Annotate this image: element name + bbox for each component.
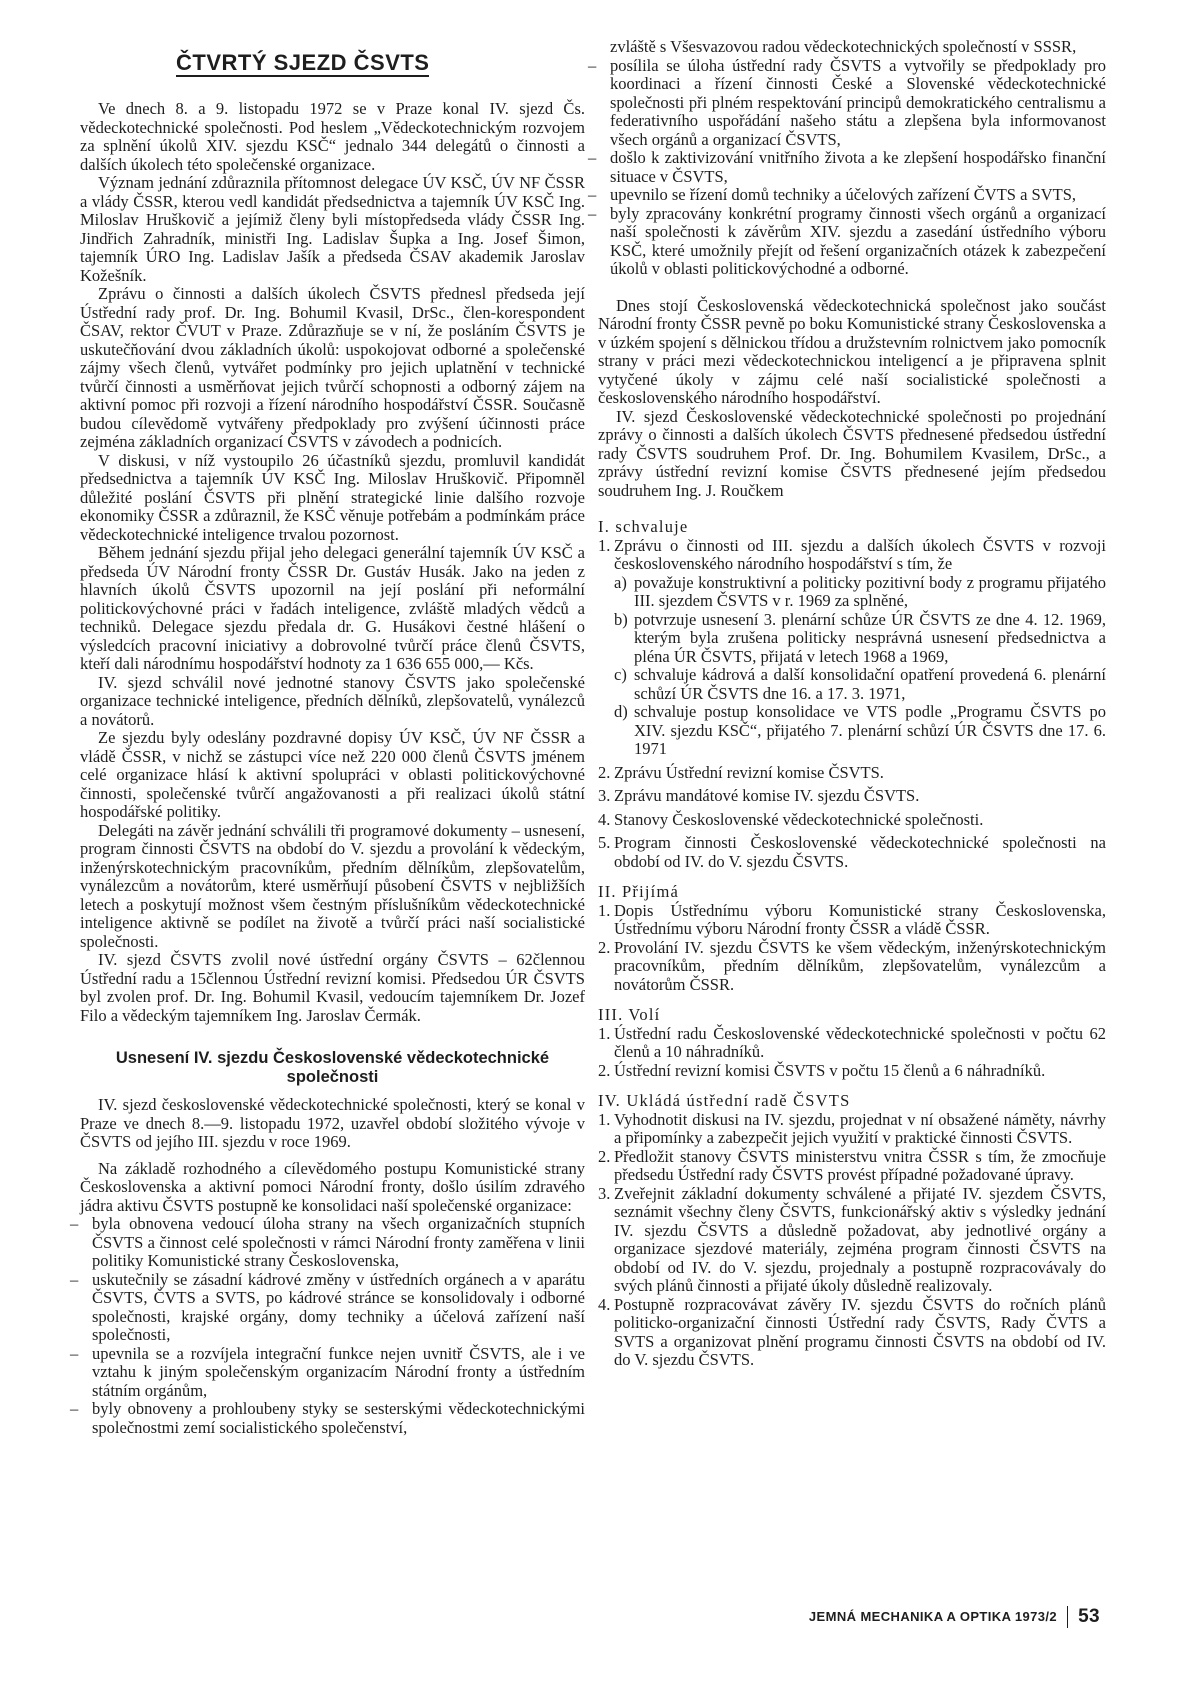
elections-paragraph: IV. sjezd ČSVTS zvolil nové ústřední orgány ČSVTS – 62člennou Ústřední radu a 15člennou Ústřední revizní komisi. Předsedou ÚR ČSVTS byl zvolen prof. Dr. Ing. Bohumil Kvasil, vedoucím tajemníkem Dr. Jozef Filo a vědeckým tajemníkem Ing. Jaroslav Čermák. xyxy=(80,950,585,1025)
item-text: Postupně rozpracovávat závěry IV. sjezdu ČSVTS do ročních plánů politicko-organizační činnosti Ústřední rady ČSVTS, Rady ČVTS a SVTS a organizovat plnění programu činnosti ČSVTS na období od IV. do V. sjezdu ČSVTS. xyxy=(614,1294,1106,1369)
sub-item-text: schvaluje kádrová a další konsolidační opatření provedená 6. plenární schůzí ÚR ČSVTS dne 16. a 17. 3. 1971, xyxy=(634,665,1106,703)
list-item: – posílila se úloha ústřední rady ČSVTS a vytvořily se předpoklady pro koordinaci a řízení činnosti České a Slovenské vědeckotechnické společnosti při plném respektování principů demokratického centralismu a federativního uspořádání našeho státu a zlepšena byla informovanost všech orgánů a organizací ČSVTS, xyxy=(598,57,1106,150)
item-text: Ústřední radu Československé vědeckotechnické společnosti v počtu 62 členů a 10 náhradníků. xyxy=(614,1023,1106,1061)
sub-item-letter: c) xyxy=(614,665,627,684)
list-item: – byla obnovena vedoucí úloha strany na všech organizačních stupních ČSVTS a činnost celé společnosti v rámci Národní fronty zaměřena v linii politiky Komunistické strany Československa, xyxy=(80,1215,585,1271)
item-number: 1. xyxy=(598,900,611,920)
list-item xyxy=(598,1148,1106,1185)
list-item: – upevnilo se řízení domů techniky a účelových zařízení ČVTS a SVTS, xyxy=(598,186,1106,205)
item-text: Vyhodnotit diskusi na IV. sjezdu, projednat v ní obsažené náměty, návrhy a připomínky a zabezpečit jejich využití v praktické činnosti ČSVTS. xyxy=(614,1109,1106,1147)
consolidation-list xyxy=(80,1215,585,1437)
list-item xyxy=(598,537,1106,759)
discussion-paragraph: V diskusi, v níž vystoupilo 26 účastníků sjezdu, promluvil kandidát předsednictva a tajemník ÚV KSČ Ing. Miloslav Hruškovič. Připomněl důležité poslání ČSVTS při plnění strategické linie dalšího rozvoje ekonomiky ČSSR a zdůraznil, že KSČ věnuje potřebám a podmínkám práce vědeckotechnické inteligence trvalou pozornost. xyxy=(80,450,585,544)
sub-item-letter: a) xyxy=(614,572,627,592)
item-number: 2. xyxy=(598,1060,611,1080)
item-text: Zprávu mandátové komise IV. sjezdu ČSVTS. xyxy=(614,786,920,805)
list-item xyxy=(598,939,1106,995)
item-number: 4. xyxy=(598,1294,611,1314)
list-item xyxy=(598,1062,1106,1081)
list-item xyxy=(598,764,1106,783)
intro-paragraph: Ve dnech 8. a 9. listopadu 1972 se v Praze konal IV. sjezd Čs. vědeckotechnické společnosti. Pod heslem „Vědeckotechnickým rozvojem za splnění úkolů XIV. sjezdu KSČ“ jednalo 344 delegátů o činnosti a dalších úkolech této společenské organizace. xyxy=(80,99,585,174)
accepts-list xyxy=(598,902,1106,995)
item-number: 2. xyxy=(598,937,611,957)
delegation-paragraph: Význam jednání zdůraznila přítomnost delegace ÚV KSČ, ÚV NF ČSSR a vlády ČSSR, kterou vedl kandidát předsednictva a tajemník ÚV KSČ Ing. Miloslav Hruškovič a jejímiž členy byli místopředseda vlády ČSSR Ing. Jindřich Zahradník, ministři Ing. Ladislav Šupka a Ing. Josef Šimon, tajemník ÚRO Ing. Ladislav Jašík a předseda ČSAV akademik Jaroslav Kožešník. xyxy=(80,173,585,285)
letters-paragraph: Ze sjezdu byly odeslány pozdravné dopisy ÚV KSČ, ÚV NF ČSSR a vládě ČSSR, v nichž se zástupci více než 220 000 členů ČSVTS jménem celé organizace hlásí k aktivní spolupráci v oblasti politickovýchovné činnosti, společenské tvůrčí angažovanosti a při realizaci úkolů státní hospodářské politiky. xyxy=(80,728,585,821)
item-number: 1. xyxy=(598,535,611,555)
sub-item xyxy=(614,666,1106,703)
item-number: 2. xyxy=(598,762,611,782)
husak-paragraph: Během jednání sjezdu přijal jeho delegaci generální tajemník ÚV KSČ a předseda ÚV Národní fronty ČSSR Dr. Gustáv Husák. Jako na jeden z hlavních úkolů ČSVTS upozornil na její poslání při neformální politickovýchovné práci v řadách inteligence, zvláště mladých vědců a techniků. Delegace sjezdu předala dr. G. Husákovi čestné hlášení o výsledcích pracovní iniciativy a dobrovolné tvůrčí práce členů ČSVTS, kteří dali národnímu hospodářství hodnoty za 1 636 655 000,— Kčs. xyxy=(80,543,585,673)
approves-list xyxy=(598,537,1106,872)
section-heading-elects: III. Volí xyxy=(598,1005,661,1024)
item-number: 1. xyxy=(598,1023,611,1043)
tasks-list xyxy=(598,1111,1106,1370)
list-item: – uskutečnily se zásadní kádrové změny v ústředních orgánech a v aparátu ČSVTS, ČVTS a SVTS, po kádrové stránce se konsolidovaly i odborné společnosti, krajské orgány, domy techniky a účelová zařízení naší společnosti, xyxy=(80,1271,585,1345)
item-text: Zveřejnit základní dokumenty schválené a přijaté IV. sjezdem ČSVTS, seznámit všechny členy ČSVTS, funkcionářský aktiv s výsledky jednání IV. sjezdu ČSVTS a důsledně požadovat, aby jednotlivé orgány a organizace sjezdové materiály, zejména program činnosti ČSVTS na období od IV. do V. sjezdu, projednaly a postupně rozpracovávaly do svých plánů činnosti a přijaté úkoly důsledně realizovaly. xyxy=(614,1183,1106,1295)
list-item xyxy=(598,1111,1106,1148)
item-number: 3. xyxy=(598,786,611,805)
consolidation-paragraph: Na základě rozhodného a cílevědomého postupu Komunistické strany Československa a aktivní pomoci Národní fronty, došlo úsilím zdravého jádra aktivu ČSVTS postupně ke konsolidaci naší společenské organizace: xyxy=(80,1158,585,1215)
list-item xyxy=(598,1296,1106,1370)
resolution-paragraph: IV. sjezd československé vědeckotechnické společnosti, který se konal v Praze ve dnech 8.—9. listopadu 1972, uzavřel období složitého vývoje v ČSVTS od jejího III. sjezdu v roce 1969. xyxy=(80,1095,585,1151)
list-item: – došlo k zaktivizování vnitřního života a ke zlepšení hospodářsko finanční situace v ČSVTS, xyxy=(598,149,1106,186)
continued-line: zvláště s Všesvazovou radou vědeckotechnických společností v SSSR, xyxy=(610,37,1077,56)
sub-item-text: považuje konstruktivní a politicky pozitivní body z programu přijatého III. sjezdem ČSVTS v r. 1969 za splněné, xyxy=(634,572,1106,610)
list-item: – byly obnoveny a prohloubeny styky se sesterskými vědeckotechnickými společnostmi zemí socialistického společenství, xyxy=(80,1400,585,1437)
list-item xyxy=(598,787,1106,806)
sub-item-letter: b) xyxy=(614,609,628,629)
section-heading-tasks: IV. Ukládá ústřední radě ČSVTS xyxy=(598,1091,851,1110)
sub-item xyxy=(614,611,1106,667)
item-text: Stanovy Československé vědeckotechnické společnosti. xyxy=(614,809,984,829)
item-text: Ústřední revizní komisi ČSVTS v počtu 15 členů a 6 náhradníků. xyxy=(614,1060,1046,1080)
item-text: Zprávu o činnosti od III. sjezdu a dalších úkolech ČSVTS v rozvoji československého národního hospodářství s tím, že xyxy=(614,535,1106,573)
sub-list xyxy=(614,574,1106,759)
item-text: Program činnosti Československé vědeckotechnické společnosti na období od IV. do V. sjezdu ČSVTS. xyxy=(614,833,1106,871)
list-item: – upevnila se a rozvíjela integrační funkce nejen uvnitř ČSVTS, ale i ve vztahu k jiným společenským organizacím Národní fronty a ústředním státním orgánům, xyxy=(80,1345,585,1401)
list-item xyxy=(598,1025,1106,1062)
item-number: 4. xyxy=(598,809,611,829)
sub-item-text: potvrzuje usnesení 3. plenární schůze ÚR ČSVTS ze dne 4. 12. 1969, kterým byla zrušena politicky nesprávná usnesení předsednictva a pléna ÚR ČSVTS, přijatá v letech 1968 a 1969, xyxy=(634,609,1106,666)
item-number: 5. xyxy=(598,833,611,852)
page-footer xyxy=(780,1606,1100,1628)
list-item: – byly zpracovány konkrétní programy činnosti všech orgánů a organizací naší společnosti k závěrům XIV. sjezdu a zasedání ústředního výboru KSČ, které umožnily přejít od řešení organizačních otázek k zabezpečení úkolů v oblasti politickovýchodné a odborné. xyxy=(598,205,1106,279)
sub-item-letter: d) xyxy=(614,702,628,721)
list-item xyxy=(598,834,1106,871)
report-paragraph: Zprávu o činnosti a dalších úkolech ČSVTS přednesl předseda její Ústřední rady prof. Dr. Ing. Bohumil Kvasil, DrSc., člen-korespondent ČSAV, rektor ČVUT v Praze. Zdůrazňuje se v ní, že posláním ČSVTS je uskutečňování dvou základních úkolů: uspokojovat odborné a společenské zájmy všech členů, vytvářet podmínky pro jejich uplatnění v technické tvůrčí činnosti a usměrňovat jejich tvůrčí schopnosti a odborný zájem na aktivní pomoc při rozvoji a řízení národního hospodářství ČSSR. Současně budou cílevědomě vytvářeny předpoklady pro zvýšení účinnosti práce zejména základních organizací ČSVTS v závodech a podnicích. xyxy=(80,284,585,451)
list-item xyxy=(598,902,1106,939)
journal-name: JEMNÁ MECHANIKA A OPTIKA 1973/2 xyxy=(808,1608,1058,1624)
item-number: 3. xyxy=(598,1183,611,1203)
item-number: 2. xyxy=(598,1146,611,1166)
item-number: 1. xyxy=(598,1109,611,1129)
sub-item xyxy=(614,703,1106,759)
list-item xyxy=(598,1185,1106,1296)
documents-paragraph: Delegáti na závěr jednání schválili tři programové dokumenty – usnesení, program činnosti ČSVTS na období do V. sjezdu a provolání k vědeckým, inženýrskotechnickým pracovníkům, předním dělníkům, zlepšovatelům, vynálezcům a novátorům, které usměrňují působení ČSVTS v nejbližších letech a poskytují možnost všem čestným příslušníkům vědeckotechnické inteligence aktivně se podílet na životě a tvůrčí práci naší socialistické společnosti. xyxy=(80,820,585,951)
congress-paragraph: IV. sjezd Československé vědeckotechnické společnosti po projednání zprávy o činnosti a dalších úkolech ČSVTS přednesené předsedou ústřední rady ČSVTS soudruhem Prof. Dr. Ing. Bohumilem Kvasilem, DrSc., a zprávy ústřední revizní komise ČSVTS přednesené jejím předsedou soudruhem Ing. J. Roučkem xyxy=(598,406,1106,500)
list-item xyxy=(598,811,1106,830)
right-column xyxy=(598,0,1106,1370)
consolidation-list-continued xyxy=(598,57,1106,279)
sub-item xyxy=(614,574,1106,611)
left-column xyxy=(80,0,585,1437)
sub-item-text: schvaluje postup konsolidace ve VTS podle „Programu ČSVTS po XIV. sjezdu KSČ“, přijatého 7. plenární schůzí ÚR ČSVTS dne 17. 6. 1971 xyxy=(634,702,1106,758)
today-paragraph: Dnes stojí Československá vědeckotechnická společnost jako součást Národní fronty ČSSR pevně po boku Komunistické strany Československa a v úzkém spojení s dělnickou třídou a družstevním rolnictvem jako pomocník strany v práci mezi vědeckotechnickou inteligencí a je připravena splnit vytyčené úkoly v zájmu celé naší socialistické společnosti a československého národního hospodářství. xyxy=(598,295,1106,407)
item-text: Předložit stanovy ČSVTS ministerstvu vnitra ČSSR s tím, že zmocňuje předsedu Ústřední rady ČSVTS provést případné požadované úpravy. xyxy=(614,1146,1106,1184)
page-number: 53 xyxy=(1078,1605,1100,1627)
item-text: Provolání IV. sjezdu ČSVTS ke všem vědeckým, inženýrskotechnickým pracovníkům, předním dělníkům, zlepšovatelům, vynálezcům a novátorům ČSSR. xyxy=(614,937,1106,994)
resolution-heading: Usnesení IV. sjezdu Československé vědeckotechnické společnosti xyxy=(115,1049,550,1086)
item-text: Dopis Ústřednímu výboru Komunistické strany Československa, Ústřednímu výboru Národní fronty ČSSR a vládě ČSSR. xyxy=(614,900,1106,938)
section-heading-approves: I. schvaluje xyxy=(598,517,689,536)
item-text: Zprávu Ústřední revizní komise ČSVTS. xyxy=(614,762,884,782)
statutes-paragraph: IV. sjezd schválil nové jednotné stanovy ČSVTS jako společenské organizace technické inteligence, předních dělníků, zlepšovatelů, vynálezců a novátorů. xyxy=(80,672,585,729)
elects-list xyxy=(598,1025,1106,1081)
footer-divider xyxy=(1067,1606,1068,1628)
article-title: ČTVRTÝ SJEZD ČSVTS xyxy=(176,50,430,75)
section-heading-accepts: II. Přijímá xyxy=(598,882,680,901)
